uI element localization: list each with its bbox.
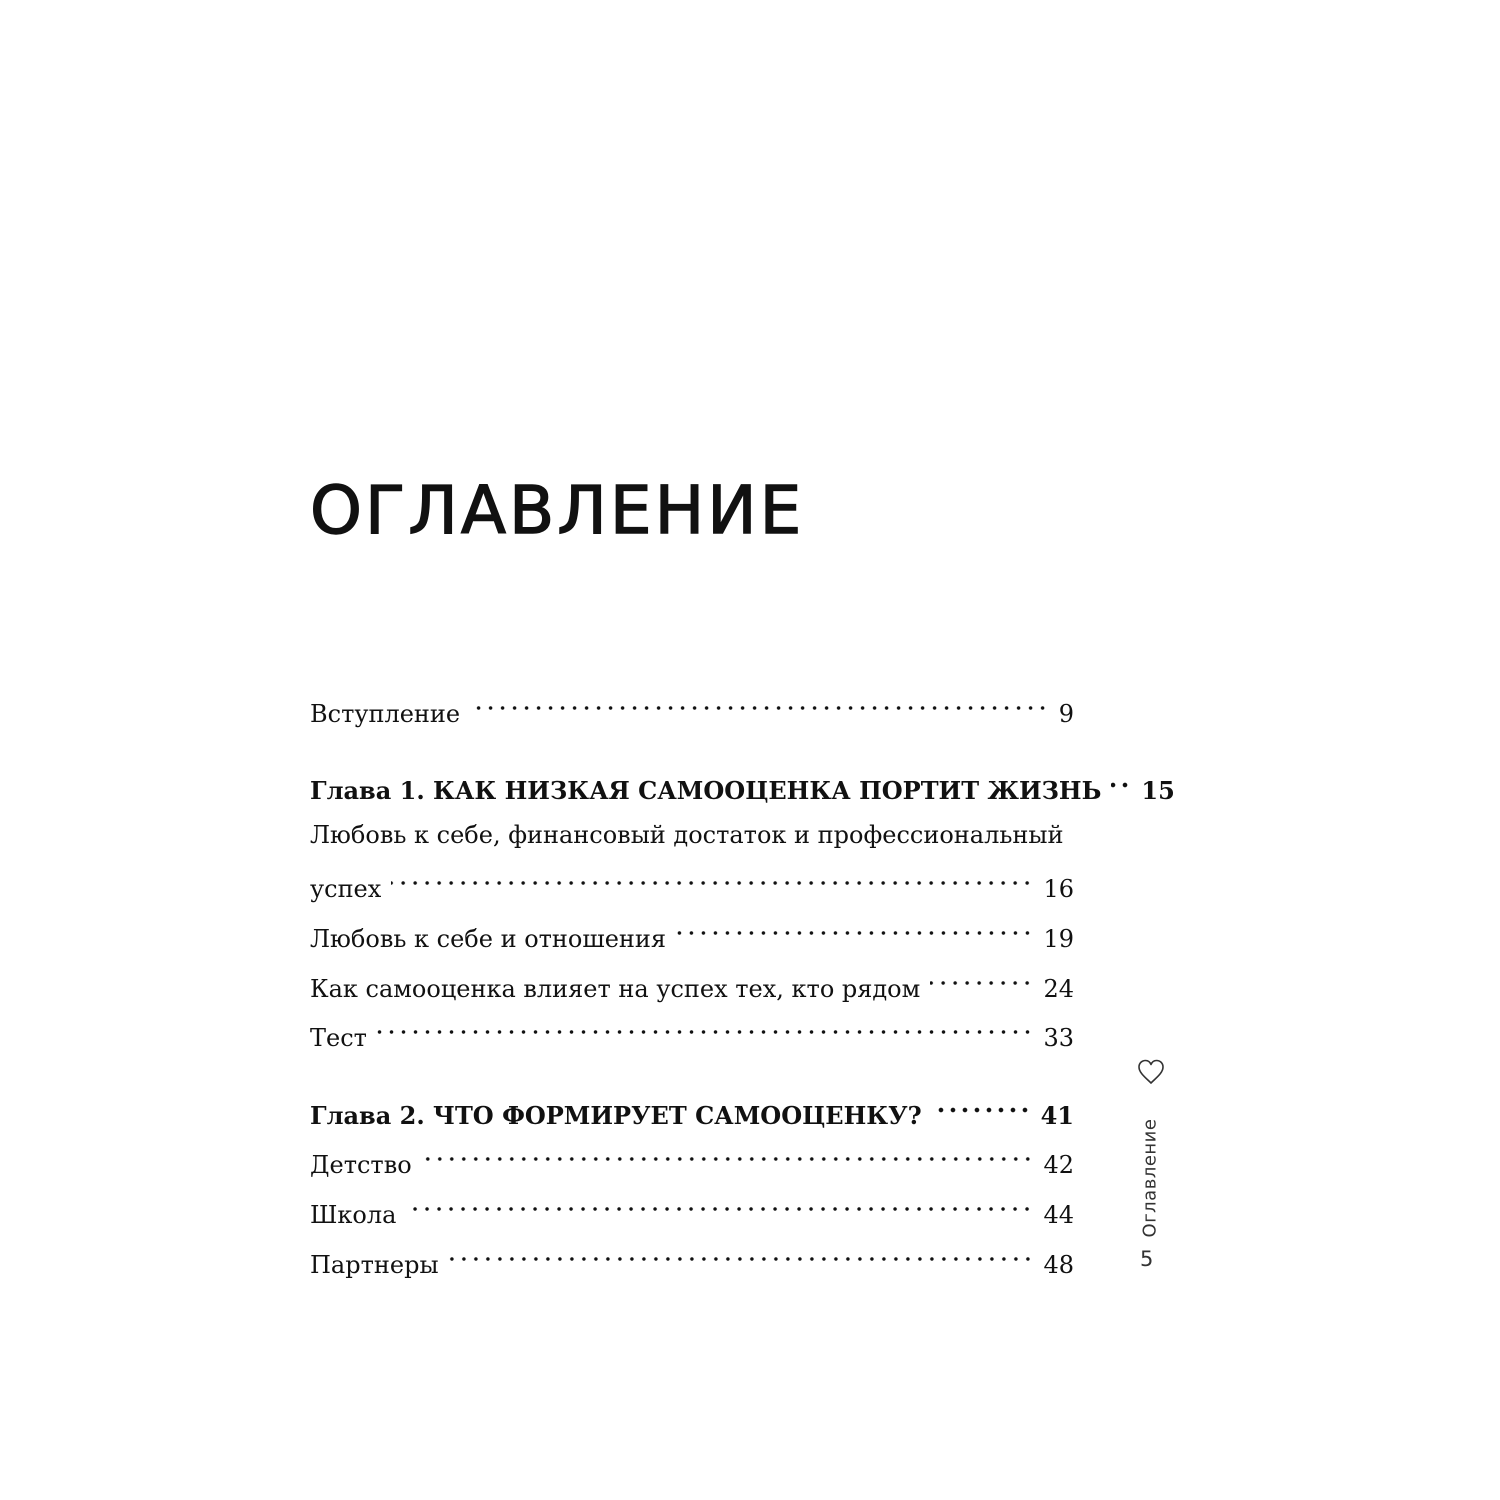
toc-entry-title: Детство — [310, 1151, 412, 1179]
toc-entry-title: Любовь к себе и отношения — [310, 925, 667, 953]
toc-leader-dots — [1111, 759, 1131, 799]
toc-entry-page: 48 — [1043, 1251, 1074, 1279]
toc-leader-dots — [470, 682, 1049, 722]
toc-entry-title-line1[interactable]: Любовь к себе, финансовый достаток и профессиональный — [310, 821, 1064, 849]
toc-chapter-title: Глава 1. КАК НИЗКАЯ САМООЦЕНКА ПОРТИТ ЖИЗНЬ — [310, 776, 1102, 805]
toc-entry-self-love-relations[interactable] — [310, 907, 1074, 953]
toc-entry-page: 33 — [1043, 1024, 1074, 1052]
toc-entry-page: 16 — [1043, 875, 1074, 903]
toc-entry-title: Как самооценка влияет на успех тех, кто рядом — [310, 975, 921, 1003]
toc-entry-title: Партнеры — [310, 1251, 439, 1279]
page-number: 5 — [1140, 1247, 1154, 1271]
toc-leader-dots — [406, 1183, 1033, 1223]
toc-entry-title: Школа — [310, 1201, 397, 1229]
toc-entry-title: Вступление — [310, 700, 461, 728]
heart-outline-icon — [1136, 1057, 1166, 1087]
toc-entry-self-esteem-others[interactable] — [310, 957, 1074, 1003]
toc-entry-test[interactable] — [310, 1006, 1074, 1052]
toc-entry-intro[interactable] — [310, 682, 1074, 728]
toc-entry-page: 24 — [1043, 975, 1074, 1003]
toc-chapter-title: Глава 2. ЧТО ФОРМИРУЕТ САМООЦЕНКУ? — [310, 1101, 922, 1130]
toc-leader-dots — [676, 907, 1033, 947]
page-title: ОГЛАВЛЕНИЕ — [310, 472, 805, 549]
running-header: Оглавление — [1139, 1118, 1161, 1238]
toc-chapter-page: 41 — [1040, 1101, 1074, 1130]
toc-entry-title: Тест — [310, 1024, 367, 1052]
toc-entry-title-line2: успех — [310, 875, 382, 903]
toc-entry-school[interactable] — [310, 1183, 1074, 1229]
toc-entry-partners[interactable] — [310, 1233, 1074, 1279]
toc-entry-childhood[interactable] — [310, 1133, 1074, 1179]
toc-entry-page: 42 — [1043, 1151, 1074, 1179]
toc-leader-dots — [930, 957, 1033, 997]
toc-chapter-2[interactable] — [310, 1084, 1074, 1130]
toc-leader-dots — [449, 1233, 1034, 1273]
toc-chapter-page: 15 — [1141, 776, 1175, 805]
toc-entry-page: 19 — [1043, 925, 1074, 953]
toc-entry-self-love-finance[interactable] — [310, 857, 1074, 903]
toc-leader-dots — [422, 1133, 1034, 1173]
toc-leader-dots — [377, 1006, 1034, 1046]
toc-leader-dots — [932, 1084, 1031, 1124]
toc-entry-page: 44 — [1043, 1201, 1074, 1229]
toc-leader-dots — [391, 857, 1033, 897]
toc-entry-page: 9 — [1058, 700, 1074, 728]
toc-chapter-1[interactable] — [310, 759, 1175, 805]
